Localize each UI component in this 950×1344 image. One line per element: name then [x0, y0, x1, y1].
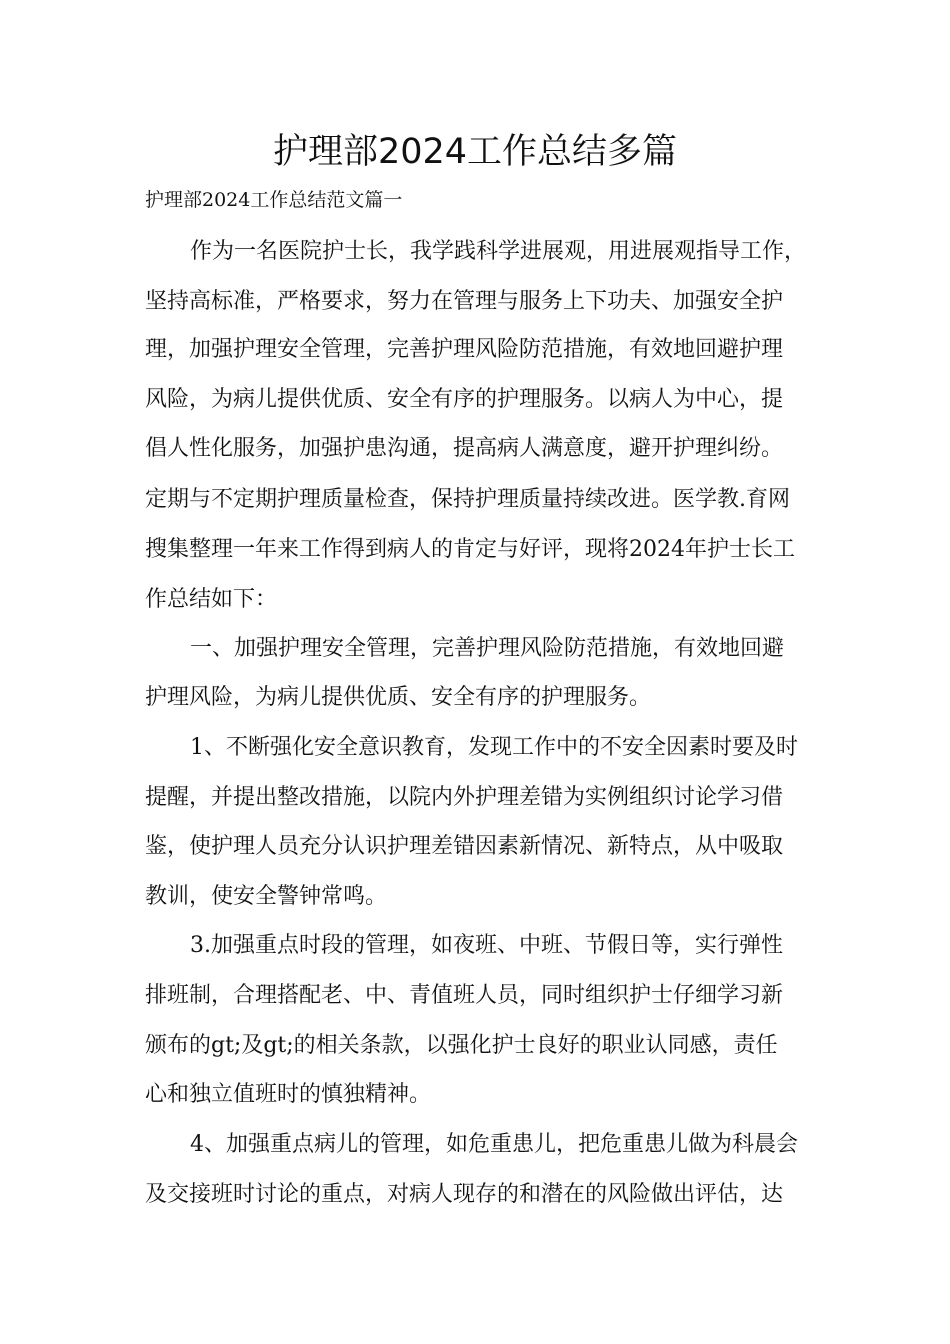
body-line: 搜集整理一年来工作得到病人的肯定与好评，现将2024年护士长工 [145, 537, 795, 562]
body-line: 定期与不定期护理质量检查，保持护理质量持续改进。医学教.育网 [145, 487, 790, 512]
body-line: 心和独立值班时的慎独精神。 [145, 1082, 432, 1107]
body-line: 理，加强护理安全管理，完善护理风险防范措施，有效地回避护理 [145, 337, 784, 362]
body-line: 鉴，使护理人员充分认识护理差错因素新情况、新特点，从中吸取 [145, 834, 784, 859]
body-line: 一、加强护理安全管理，完善护理风险防范措施，有效地回避 [190, 636, 785, 661]
body-line: 提醒，并提出整改措施，以院内外护理差错为实例组织讨论学习借 [145, 785, 784, 810]
body-line: 作总结如下： [145, 587, 278, 612]
body-line: 排班制，合理搭配老、中、青值班人员，同时组织护士仔细学习新 [145, 983, 784, 1008]
body-line: 倡人性化服务，加强护患沟通，提高病人满意度，避开护理纠纷。 [145, 436, 784, 461]
body-line: 1、不断强化安全意识教育，发现工作中的不安全因素时要及时 [190, 735, 798, 760]
document-title: 护理部2024工作总结多篇 [272, 132, 678, 172]
body-line: 4、加强重点病儿的管理，如危重患儿，把危重患儿做为科晨会 [190, 1132, 798, 1157]
document-subtitle: 护理部2024工作总结范文篇一 [145, 189, 403, 211]
body-line: 作为一名医院护士长，我学践科学进展观，用进展观指导工作， [190, 239, 807, 264]
body-line: 风险，为病儿提供优质、安全有序的护理服务。以病人为中心，提 [145, 387, 784, 412]
body-line: 护理风险，为病儿提供优质、安全有序的护理服务。 [145, 685, 652, 710]
body-line: 坚持高标准，严格要求，努力在管理与服务上下功夫、加强安全护 [145, 289, 784, 314]
body-line: 颁布的gt;及gt;的相关条款，以强化护士良好的职业认同感，责任 [145, 1033, 778, 1058]
body-line: 教训，使安全警钟常鸣。 [145, 884, 388, 909]
body-line: 3.加强重点时段的管理，如夜班、中班、节假日等，实行弹性 [190, 933, 783, 958]
body-line: 及交接班时讨论的重点，对病人现存的和潜在的风险做出评估，达 [145, 1182, 784, 1207]
